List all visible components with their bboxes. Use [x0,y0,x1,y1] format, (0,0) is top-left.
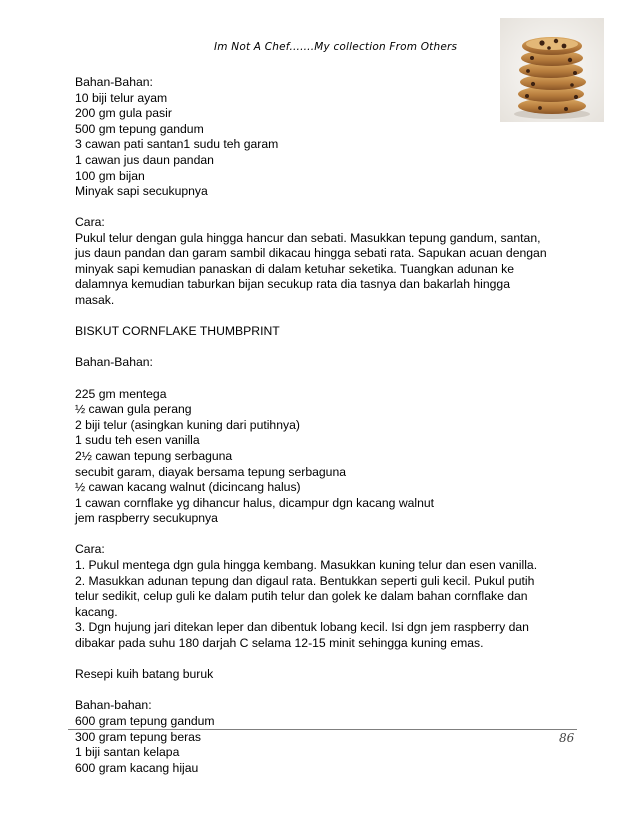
spacer [75,652,575,668]
spacer [75,371,575,387]
spacer [75,527,575,543]
ingredient-line: ½ cawan gula perang [75,402,192,417]
ingredient-line: secubit garam, diayak bersama tepung serbaguna [75,464,346,479]
ingredient-line: 225 gm mentega [75,386,167,401]
method-line: kacang. [75,604,118,619]
spacer [75,309,575,325]
ingredient-line: 600 gram kacang hijau [75,760,199,775]
method-line: masak. [75,292,115,307]
method-line: jus daun pandan dan garam sambil dikacau hingga sebati rata. Sapukan acuan dengan [75,246,547,261]
recipe-title: Resepi kuih batang buruk [75,667,214,682]
method-line: 2. Masukkan adunan tepung dan digaul rata. Bentukkan seperti guli kecil. Pukul putih [75,573,535,588]
method-line: Pukul telur dengan gula hingga hancur dan sebati. Masukkan tepung gandum, santan, [75,230,541,245]
method-line: 3. Dgn hujung jari ditekan leper dan dibentuk lobang kecil. Isi dgn jem raspberry dan [75,620,529,635]
ingredients-heading: Bahan-Bahan: [75,75,153,89]
ingredient-line: 1 sudu teh esen vanilla [75,433,200,448]
ingredient-line: 100 gm bijan [75,168,145,183]
method-line: minyak sapi kemudian panaskan di dalam ketuhar seketika. Tuangkan adunan ke [75,261,515,276]
method-line: dibakar pada suhu 180 darjah C selama 12-15 minit sehingga kuning emas. [75,636,484,651]
document-body [75,215,575,776]
recipe1-ingredients [75,75,495,200]
ingredient-line: Minyak sapi secukupnya [75,184,208,199]
ingredient-line: 300 gram tepung beras [75,729,202,744]
ingredient-line: 1 biji santan kelapa [75,745,180,760]
footer-divider [68,729,577,730]
ingredient-line: 600 gram tepung gandum [75,714,215,728]
spacer [75,683,575,699]
ingredient-line: 1 cawan jus daun pandan [75,152,214,167]
spacer [75,340,575,356]
ingredient-line: 200 gm gula pasir [75,106,172,121]
ingredient-line: 500 gm tepung gandum [75,121,204,136]
ingredients-heading: Bahan-Bahan: [75,355,153,370]
method-line: telur sedikit, celup guli ke dalam putih telur dan golek ke dalam bahan cornflake dan [75,589,528,604]
method-line: dalamnya kemudian taburkan bijan secukup rata dia tasnya dan bakarlah hingga [75,277,510,292]
ingredient-line: 3 cawan pati santan1 sudu teh garam [75,137,279,152]
ingredient-line: 2½ cawan tepung serbaguna [75,448,233,463]
ingredient-line: jem raspberry secukupnya [75,511,218,526]
ingredient-line: ½ cawan kacang walnut (dicincang halus) [75,480,301,495]
method-heading: Cara: [75,215,105,229]
ingredients-heading: Bahan-bahan: [75,698,152,713]
recipe-title: BISKUT CORNFLAKE THUMBPRINT [75,324,280,339]
ingredient-line: 1 cawan cornflake yg dihancur halus, dicampur dgn kacang walnut [75,495,435,510]
cookie-stack-illustration [500,18,604,122]
method-line: 1. Pukul mentega dgn gula hingga kembang. Masukkan kuning telur dan esen vanilla. [75,558,538,573]
ingredient-line: 10 biji telur ayam [75,90,168,105]
ingredient-line: 2 biji telur (asingkan kuning dari putihnya) [75,417,300,432]
cookie-stack-image [500,18,604,122]
page-header-title: Im Not A Chef.......My collection From Others [214,41,458,53]
method-heading: Cara: [75,542,105,557]
page-number: 86 [559,731,575,745]
